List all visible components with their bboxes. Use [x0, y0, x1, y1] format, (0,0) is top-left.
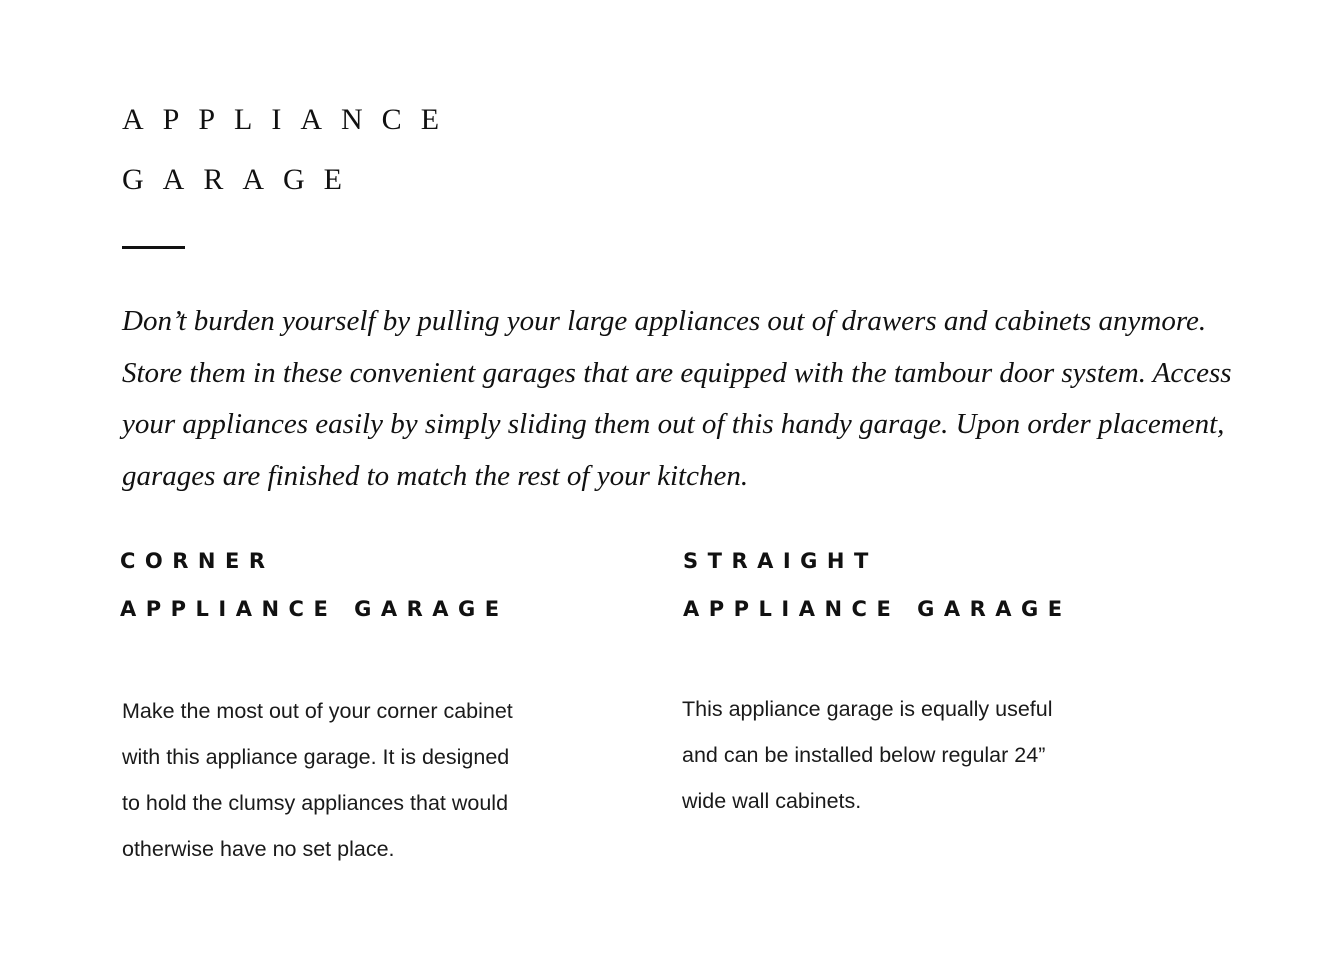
- straight-heading-line-1: STRAIGHT: [683, 549, 878, 573]
- straight-body-line: This appliance garage is equally useful: [682, 697, 1053, 721]
- straight-section-heading: [683, 537, 1072, 633]
- corner-heading-line-1: CORNER: [120, 549, 275, 573]
- corner-body-line: to hold the clumsy appliances that would: [122, 791, 509, 815]
- corner-body-line: Make the most out of your corner cabinet: [122, 699, 513, 723]
- title-divider: [122, 246, 185, 249]
- page-title-line-2: GARAGE: [122, 163, 361, 196]
- straight-section-body: [682, 686, 1053, 824]
- straight-heading-line-2: APPLIANCE GARAGE: [683, 597, 1072, 621]
- corner-heading-line-2: APPLIANCE GARAGE: [120, 597, 509, 621]
- straight-body-line: and can be installed below regular 24”: [682, 743, 1046, 767]
- corner-section-body: [122, 688, 513, 872]
- corner-section-heading: [120, 537, 509, 633]
- corner-body-line: otherwise have no set place.: [122, 837, 395, 861]
- intro-paragraph: Don’t burden yourself by pulling your large appliances out of drawers and cabinets anymore. Store them in these convenient garages that are equipped with the tambour door system. Access your appliances easily by simply sliding them out of this handy garage. Upon order placement, garages are finished to match the rest of your kitchen.: [122, 305, 1232, 492]
- corner-body-line: with this appliance garage. It is designed: [122, 745, 510, 769]
- straight-body-line: wide wall cabinets.: [682, 789, 862, 813]
- page-title-line-1: APPLIANCE: [122, 103, 459, 136]
